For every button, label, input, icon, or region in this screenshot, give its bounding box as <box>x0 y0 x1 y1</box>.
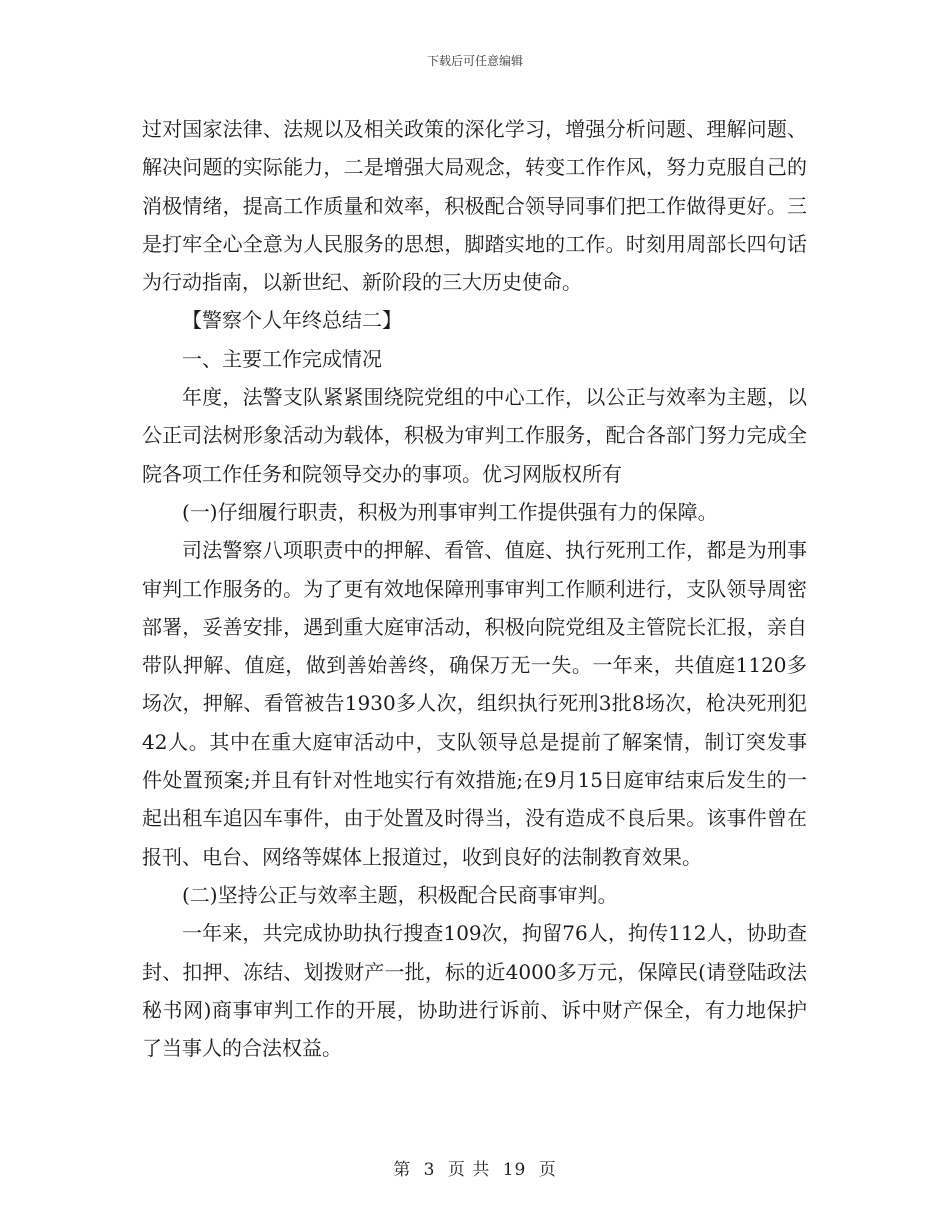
footer-current-page: 3 <box>423 1160 436 1180</box>
footer-suffix: 页 <box>538 1160 557 1180</box>
subsection-heading: 一、主要工作完成情况 <box>182 346 382 371</box>
footer-middle: 页 共 <box>447 1160 491 1180</box>
footer-prefix: 第 <box>393 1160 412 1180</box>
subsection-heading-civil: (二)坚持公正与效率主题，积极配合民商事审判。 <box>182 882 618 907</box>
paragraph-civil-enforcement: 一年来，共完成协助执行搜查109次，拘留76人，拘传112人，协助查封、扣押、冻结、划拨财产一批，标的近4000多万元，保障民(请登陆政法秘书网)商事审判工作的开展，协助进行诉前、诉中财产保全，有力地保护了当事人的合法权益。 <box>142 921 807 1061</box>
paragraph-criminal-duties: 司法警察八项职责中的押解、看管、值庭、执行死刑工作，都是为刑事审判工作服务的。为了更有效地保障刑事审判工作顺利进行，支队领导周密部署，妥善安排，遇到重大庭审活动，积极向院党组及主管院长汇报，亲自带队押解、值庭，做到善始善终，确保万无一失。一年来，共值庭1120多场次，押解、看管被告1930多人次，组织执行死刑3批8场次，枪决死刑犯42人。其中在重大庭审活动中，支队领导总是提前了解案情，制订突发事件处置预案;并且有针对性地实行有效措施;在9月15日庭审结束后发生的一起出租车追囚车事件，由于处置及时得当，没有造成不良后果。该事件曾在报刊、电台、网络等媒体上报道过，收到良好的法制教育效果。 <box>142 538 807 869</box>
header-note: 下载后可任意编辑 <box>426 54 523 68</box>
paragraph-continuation: 过对国家法律、法规以及相关政策的深化学习，增强分析问题、理解问题、解决问题的实际能力，二是增强大局观念，转变工作作风，努力克服自己的消极情绪，提高工作质量和效率，积极配合领导同事们把工作做得更好。三是打牢全心全意为人民服务的思想，脚踏实地的工作。时刻用周部长四句话为行动指南，以新世纪、新阶段的三大历史使命。 <box>142 117 807 295</box>
paragraph-overview: 年度，法警支队紧紧围绕院党组的中心工作，以公正与效率为主题，以公正司法树形象活动为载体，积极为审判工作服务，配合各部门努力完成全院各项工作任务和院领导交办的事项。优习网版权所有 <box>142 385 807 486</box>
page-footer <box>0 1155 950 1180</box>
footer-total-pages: 19 <box>502 1160 527 1180</box>
subsection-heading-criminal: (一)仔细履行职责，积极为刑事审判工作提供强有力的保障。 <box>182 499 718 524</box>
document-body <box>142 110 807 1067</box>
section-title: 【警察个人年终总结二】 <box>182 308 402 333</box>
